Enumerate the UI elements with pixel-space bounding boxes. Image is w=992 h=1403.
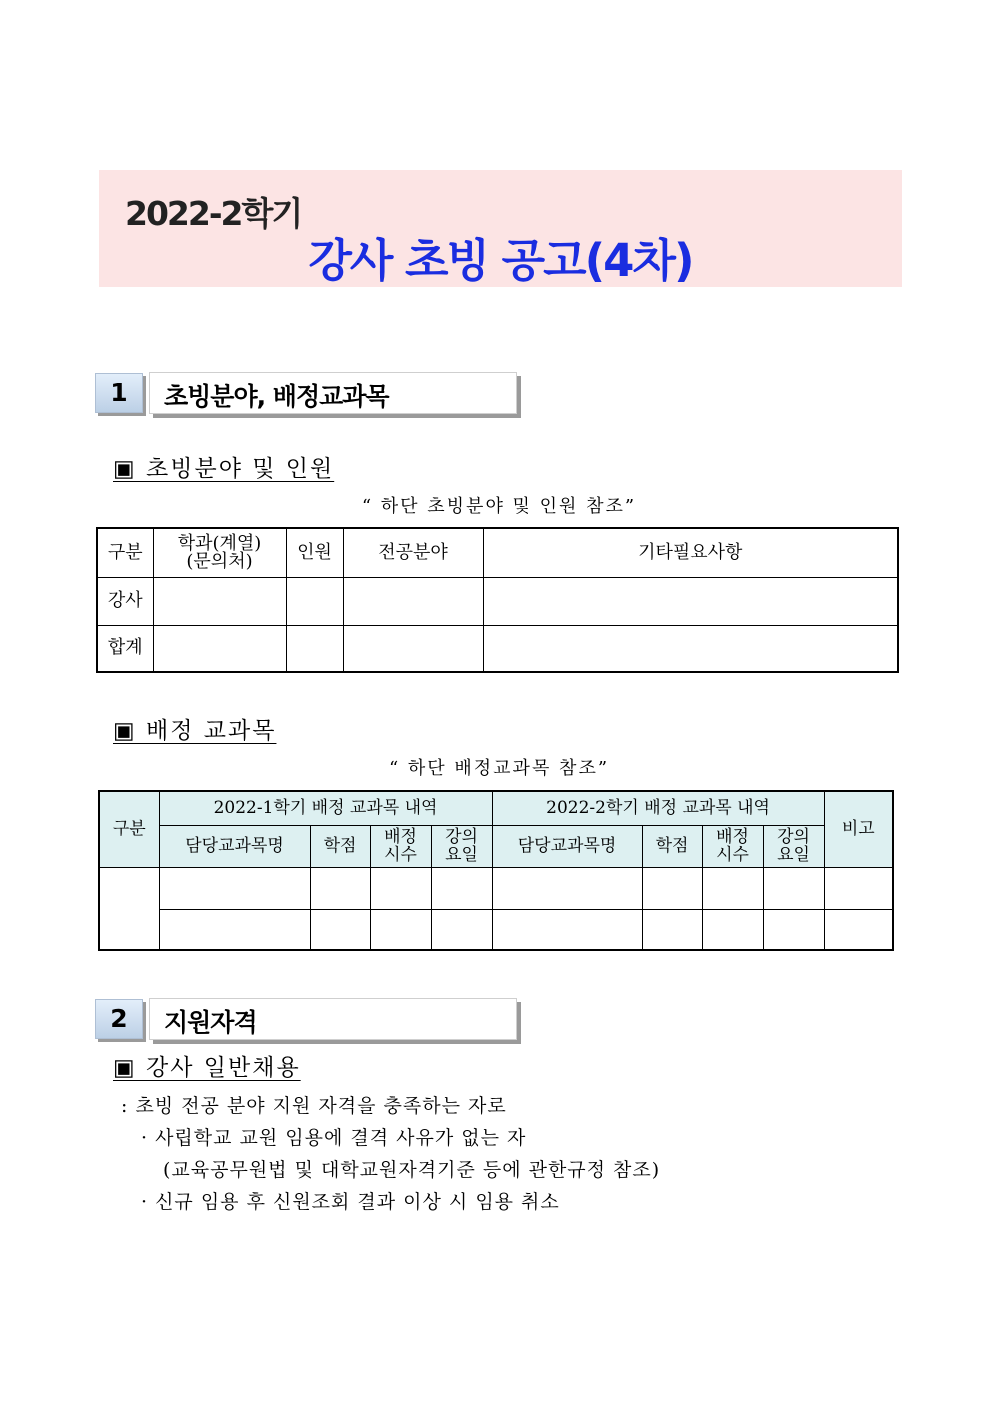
col-day-2 <box>763 825 824 867</box>
table-cell <box>824 867 893 909</box>
table-cell <box>431 867 492 909</box>
course-table <box>98 790 894 951</box>
section-1-number: 1 <box>95 373 143 413</box>
table-cell <box>286 625 343 672</box>
table-cell <box>483 625 898 672</box>
col-day-2-line2: 요일 <box>777 845 810 865</box>
table-cell <box>370 909 431 950</box>
table-cell <box>824 909 893 950</box>
title-banner <box>99 170 902 287</box>
col-course-1: 담당교과목명 <box>159 825 310 867</box>
table-cell <box>702 909 763 950</box>
table-cell <box>763 909 824 950</box>
recruit-field-table <box>96 527 899 673</box>
course-note: “ 하단 배정교과목 참조” <box>388 758 610 779</box>
table-cell <box>483 577 898 625</box>
table-row <box>99 909 893 950</box>
col-day-1-line1: 강의 <box>445 827 478 847</box>
recruit-field-note: “ 하단 초빙분야 및 인원 참조” <box>361 496 637 517</box>
col-gubun: 구분 <box>97 528 153 577</box>
table-cell <box>310 909 370 950</box>
table-cell <box>153 625 286 672</box>
group-2022-1: 2022-1학기 배정 교과목 내역 <box>159 791 492 825</box>
section-2-number: 2 <box>95 999 143 1039</box>
course-heading: ▣ 배정 교과목 <box>113 718 277 744</box>
table-cell <box>159 909 310 950</box>
recruit-field-heading: ▣ 초빙분야 및 인원 <box>113 456 335 482</box>
table-header-row <box>99 791 893 825</box>
col-credit-2: 학점 <box>642 825 702 867</box>
table-cell <box>642 867 702 909</box>
col-course-2: 담당교과목명 <box>492 825 642 867</box>
group-2022-2: 2022-2학기 배정 교과목 내역 <box>492 791 824 825</box>
table-cell <box>153 577 286 625</box>
row-label-lecturer: 강사 <box>97 577 153 625</box>
table-cell <box>310 867 370 909</box>
section-1-header <box>95 372 525 420</box>
table-cell <box>286 577 343 625</box>
table-header-row <box>97 528 898 577</box>
col-day-1 <box>431 825 492 867</box>
col-hours-2-line1: 배정 <box>716 827 749 847</box>
page-title: 강사 초빙 공고(4차) <box>308 234 693 287</box>
col-other: 기타필요사항 <box>483 528 898 577</box>
row-label-total: 합계 <box>97 625 153 672</box>
section-1-title-box <box>149 372 517 414</box>
table-cell <box>343 625 483 672</box>
col-hours-1 <box>370 825 431 867</box>
table-cell <box>492 867 642 909</box>
col-department-line2: (문의처) <box>186 550 253 572</box>
section-2-header <box>95 998 525 1046</box>
semester-label: 2022-2학기 <box>125 194 302 233</box>
table-cell <box>492 909 642 950</box>
col-hours-1-line1: 배정 <box>384 827 417 847</box>
table-cell <box>642 909 702 950</box>
col-department <box>153 528 286 577</box>
col-department-line1: 학과(계열) <box>177 532 262 554</box>
table-cell <box>99 867 159 950</box>
col-hours-2 <box>702 825 763 867</box>
qualification-line: · 사립학교 교원 임용에 결격 사유가 없는 자 <box>141 1127 527 1149</box>
col-hours-2-line2: 시수 <box>716 845 749 865</box>
col-gubun: 구분 <box>99 791 159 867</box>
general-hiring-heading: ▣ 강사 일반채용 <box>113 1055 301 1081</box>
table-cell <box>159 867 310 909</box>
table-row <box>97 625 898 672</box>
qualification-line: (교육공무원법 및 대학교원자격기준 등에 관한규정 참조) <box>163 1159 661 1181</box>
col-day-2-line1: 강의 <box>777 827 810 847</box>
col-day-1-line2: 요일 <box>445 845 478 865</box>
col-remarks: 비고 <box>824 791 893 867</box>
qualification-line: : 초빙 전공 분야 지원 자격을 충족하는 자로 <box>121 1095 507 1117</box>
table-subheader-row <box>99 825 893 867</box>
table-cell <box>763 867 824 909</box>
table-cell <box>343 577 483 625</box>
col-headcount: 인원 <box>286 528 343 577</box>
col-major: 전공분야 <box>343 528 483 577</box>
section-2-title-box <box>149 998 517 1040</box>
qualification-line: · 신규 임용 후 신원조회 결과 이상 시 임용 취소 <box>141 1191 560 1213</box>
table-row <box>99 867 893 909</box>
table-cell <box>370 867 431 909</box>
col-hours-1-line2: 시수 <box>384 845 417 865</box>
section-1-title: 초빙분야, 배정교과목 <box>164 382 389 411</box>
table-row <box>97 577 898 625</box>
section-2-title: 지원자격 <box>164 1008 257 1037</box>
table-cell <box>431 909 492 950</box>
table-cell <box>702 867 763 909</box>
col-credit-1: 학점 <box>310 825 370 867</box>
